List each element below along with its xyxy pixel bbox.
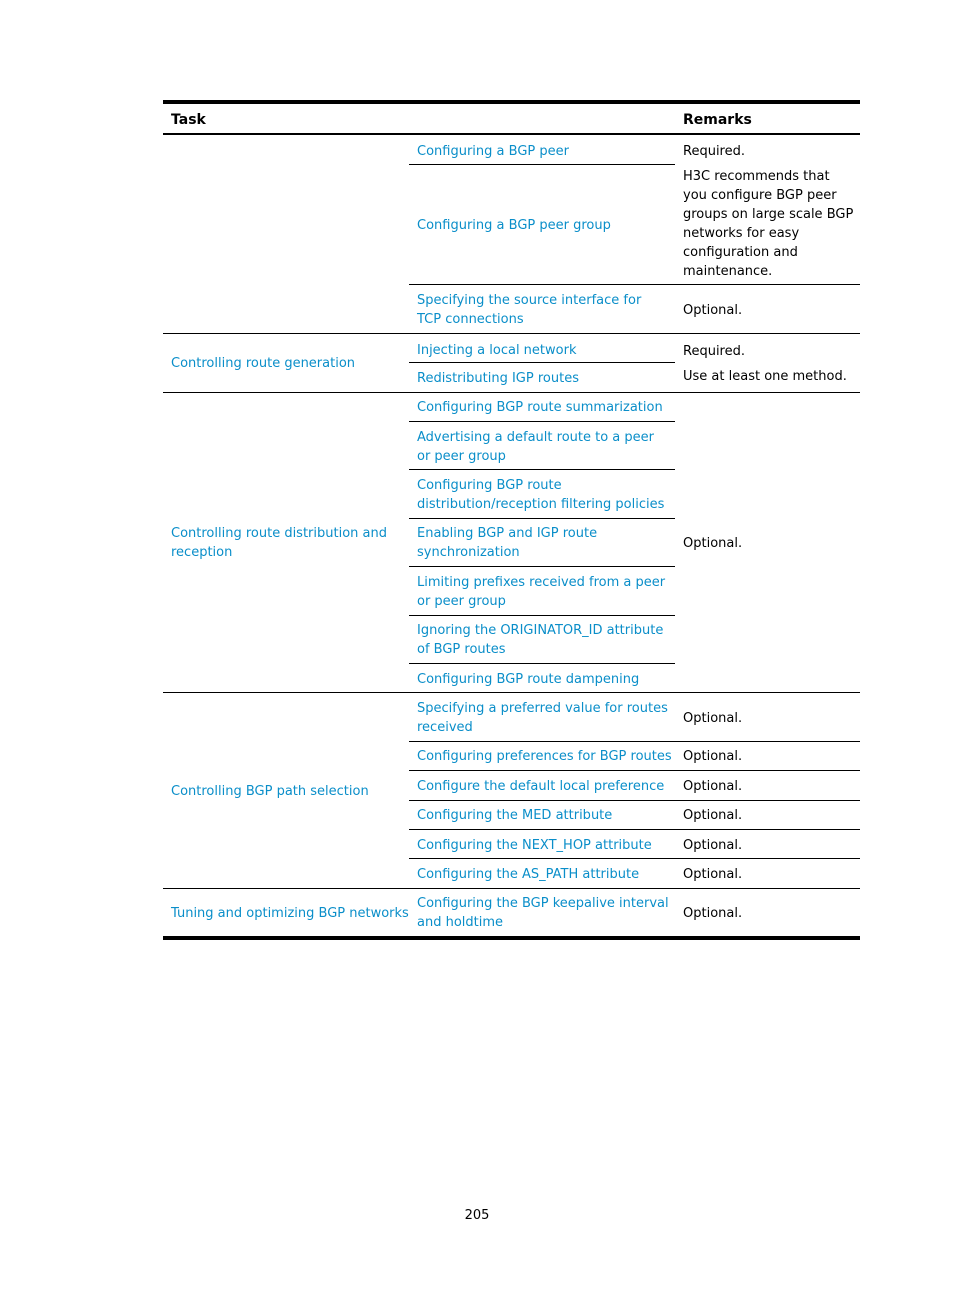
remarks-cell: Optional.: [683, 838, 743, 853]
subtask-link[interactable]: Limiting prefixes received from a peer or peer group: [417, 575, 666, 609]
group-divider: [163, 333, 860, 334]
group-divider: [163, 888, 860, 889]
row-divider: [409, 566, 675, 567]
subtask-link[interactable]: Specifying the source interface for TCP connections: [417, 293, 642, 327]
remarks-cell: Optional.: [683, 749, 743, 764]
remarks-cell: Optional.: [683, 808, 743, 823]
subtask-link[interactable]: Configuring BGP route summarization: [417, 400, 663, 415]
header-bottom-rule: [163, 133, 860, 135]
task-link[interactable]: Controlling route generation: [171, 356, 356, 371]
row-divider: [409, 469, 675, 470]
table-top-rule: [163, 100, 860, 104]
subtask-link[interactable]: Configuring a BGP peer: [417, 144, 569, 159]
task-link[interactable]: Tuning and optimizing BGP networks: [171, 906, 409, 921]
remarks-cell: H3C recommends that you configure BGP peer groups on large scale BGP networks for easy configuration and maintenance.: [683, 169, 854, 279]
remarks-cell: Optional.: [683, 536, 743, 551]
remarks-cell: Required.: [683, 144, 745, 159]
row-divider: [409, 770, 860, 771]
remarks-cell: Optional.: [683, 303, 743, 318]
row-divider: [409, 421, 675, 422]
subtask-link[interactable]: Redistributing IGP routes: [417, 371, 579, 386]
header-task: Task: [171, 112, 206, 128]
row-divider: [409, 164, 675, 165]
subtask-link[interactable]: Ignoring the ORIGINATOR_ID attribute of BGP routes: [417, 623, 664, 657]
remarks-cell: Optional.: [683, 867, 743, 882]
row-divider: [409, 284, 860, 285]
remarks-cell: Optional.: [683, 779, 743, 794]
subtask-link[interactable]: Configuring the AS_PATH attribute: [417, 867, 640, 882]
subtask-link[interactable]: Configuring the BGP keepalive interval and holdtime: [417, 896, 669, 930]
group-divider: [163, 392, 860, 393]
header-remarks: Remarks: [683, 112, 752, 128]
remarks-cell: Use at least one method.: [683, 369, 847, 384]
subtask-link[interactable]: Specifying a preferred value for routes received: [417, 701, 668, 735]
remarks-cell: Required.: [683, 344, 745, 359]
group-divider: [163, 692, 860, 693]
subtask-link[interactable]: Configuring preferences for BGP routes: [417, 749, 672, 764]
row-divider: [409, 518, 675, 519]
subtask-link[interactable]: Configuring the MED attribute: [417, 808, 613, 823]
subtask-link[interactable]: Configuring BGP route dampening: [417, 672, 640, 687]
row-divider: [409, 362, 675, 363]
task-link[interactable]: Controlling route distribution and reception: [171, 526, 387, 560]
subtask-link[interactable]: Configure the default local preference: [417, 779, 665, 794]
row-divider: [409, 741, 860, 742]
page-number: 205: [464, 1208, 490, 1223]
remarks-cell: Optional.: [683, 711, 743, 726]
row-divider: [409, 615, 675, 616]
row-divider: [409, 663, 675, 664]
subtask-link[interactable]: Configuring the NEXT_HOP attribute: [417, 838, 652, 853]
table-bottom-rule: [163, 936, 860, 940]
subtask-link[interactable]: Injecting a local network: [417, 343, 577, 358]
row-divider: [409, 800, 860, 801]
subtask-link[interactable]: Configuring BGP route distribution/reception filtering policies: [417, 478, 665, 512]
remarks-cell: Optional.: [683, 906, 743, 921]
subtask-link[interactable]: Advertising a default route to a peer or peer group: [417, 430, 654, 464]
row-divider: [409, 829, 860, 830]
task-link[interactable]: Controlling BGP path selection: [171, 784, 369, 799]
row-divider: [409, 858, 860, 859]
subtask-link[interactable]: Enabling BGP and IGP route synchronization: [417, 526, 598, 560]
subtask-link[interactable]: Configuring a BGP peer group: [417, 218, 611, 233]
